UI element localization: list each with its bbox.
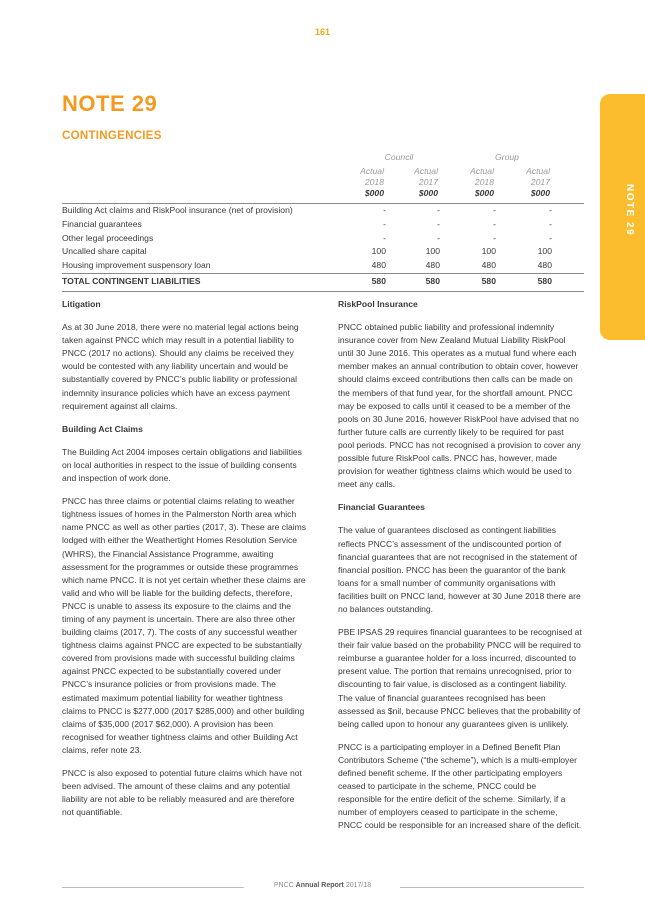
- footer-report-name: Annual Report: [295, 882, 344, 889]
- left-column: [62, 298, 306, 829]
- paragraph: PNCC has three claims or potential claims relating to weather tightness issues of homes in the Palmerston North area which name PNCC as well as other parties (2017, 3). These are claims lodged with either the Weathertight Homes Resolution Service (WHRS), the Financial Assistance Programme, awaiting assessment for the programmes or outside these programmes which name PNCC. It is not yet certain whether these claims are valid and who will be liable for the building defects, therefore, PNCC is unable to assess its exposure to the claims and the timing of any payment is uncertain. There are also three other building claims (2017, 7). The costs of any successful weather tightness claims against PNCC are expected to be substantially covered from provisions made with successful building claims against PNCC expected to be substantially covered under PNCC’s insurance policies or from provisions made. The estimated maximum potential liability for weather tightness claims to PNCC is $277,000 (2017 $285,000) and other building claims of $35,000 (2017 $62,000). A provision has been recognised for weather tightness claims and other Building Act claims, refer note 23.: [62, 496, 307, 755]
- table-total-row: TOTAL CONTINGENT LIABILITIES 580 580 580 580: [62, 276, 552, 286]
- table-rule: [62, 273, 584, 274]
- table-row: Housing improvement suspensory loan 480 480 480 480: [62, 259, 552, 270]
- section-heading-riskpool-insurance: RiskPool Insurance: [338, 299, 418, 309]
- footer: [0, 882, 645, 889]
- table-rule: [62, 203, 584, 204]
- table-rule: [62, 291, 584, 292]
- note-title: NOTE 29: [62, 91, 158, 116]
- footer-prefix: PNCC: [273, 882, 296, 889]
- paragraph: PNCC is a participating employer in a Defined Benefit Plan Contributors Scheme (“the scheme”), which is a multi-employer defined benefit scheme. If the other participating employers ceased to participate in the scheme, PNCC could be responsible for the entire deficit of the scheme. Similarly, if a number of employers ceased to participate in the scheme, PNCC could be responsible for an increased share of the deficit.: [338, 741, 582, 831]
- right-column: [338, 298, 582, 842]
- page-number: 161: [314, 27, 331, 37]
- header-group-group: Group: [495, 152, 519, 162]
- column-header: Actual 2018 $000: [470, 166, 494, 198]
- table-row: Building Act claims and RiskPool insurance (net of provision) - - - -: [62, 205, 552, 215]
- side-tab-label: NOTE 29: [624, 184, 635, 237]
- column-header: Actual 2017 $000: [414, 166, 438, 198]
- header-group-council: Council: [384, 152, 414, 162]
- table-row: Financial guarantees - - - -: [62, 219, 552, 229]
- section-heading-litigation: Litigation: [62, 299, 101, 309]
- column-header: Actual 2018 $000: [360, 166, 384, 198]
- paragraph: PNCC obtained public liability and professional indemnity insurance cover from New Zealand Mutual Liability RiskPool until 30 June 2016. This operates as a mutual fund where each member makes an annual contribution to obtain cover, however should claims exceed contributions then calls can be made on the members of that fund year, for the shortfall amount. PNCC may be exposed to calls until it ceased to be a member of the pools on 30 June 2016, however RiskPool have advised that no further future calls are currently likely to be required for past pool periods. PNCC has not recognised a provision to cover any possible future RiskPool calls. PNCC has, however, made provision for weather tightness claims which would be used to meet any calls.: [338, 322, 581, 490]
- paragraph: PBE IPSAS 29 requires financial guarantees to be recognised at their fair value based on the probability PNCC will be required to reimburse a guarantee holder for a loss incurred, discounted to present value. The portion that remains unrecognised, prior to discounting to fair value, is disclosed as a contingent liability. The value of financial guarantees recognised has been assessed as $nil, because PNCC believes that the probability of being called upon to honour any guarantees given is unlikely.: [338, 627, 582, 729]
- section-heading-financial-guarantees: Financial Guarantees: [338, 502, 425, 513]
- paragraph: As at 30 June 2018, there were no material legal actions being taken against PNCC which may result in a potential liability to PNCC (2017 no actions). Should any claims be received they would be contested with any liability uncertain and would be substantially covered by PNCC’s public liability or professional indemnity insurance policies which have an excess payment requirement against all claims.: [62, 322, 299, 411]
- paragraph: The value of guarantees disclosed as contingent liabilities reflects PNCC’s assessment of the undiscounted portion of financial guarantees that are not recognised in the statement of financial position. PNCC has been the guarantor of the bank loans for a small number of community organisations with facilities built on PNCC land, however at 30 June 2018 there are no balances outstanding.: [338, 525, 581, 614]
- table-row: Other legal proceedings - - - -: [62, 232, 552, 243]
- paragraph: The Building Act 2004 imposes certain obligations and liabilities on local authorities in respect to the issue of building consents and inspection of work done.: [62, 446, 302, 484]
- section-heading-building-act-claims: Building Act Claims: [62, 423, 143, 434]
- table-row: Uncalled share capital 100 100 100 100: [62, 246, 552, 256]
- paragraph: PNCC is also exposed to potential future claims which have not been advised. The amount of these claims and any potential liability are not able to be reliably measured and are therefore not quantifiable.: [62, 768, 302, 818]
- column-header: Actual 2017 $000: [526, 166, 550, 198]
- note-subtitle: CONTINGENCIES: [62, 130, 162, 142]
- footer-year: 2017/18: [343, 882, 372, 889]
